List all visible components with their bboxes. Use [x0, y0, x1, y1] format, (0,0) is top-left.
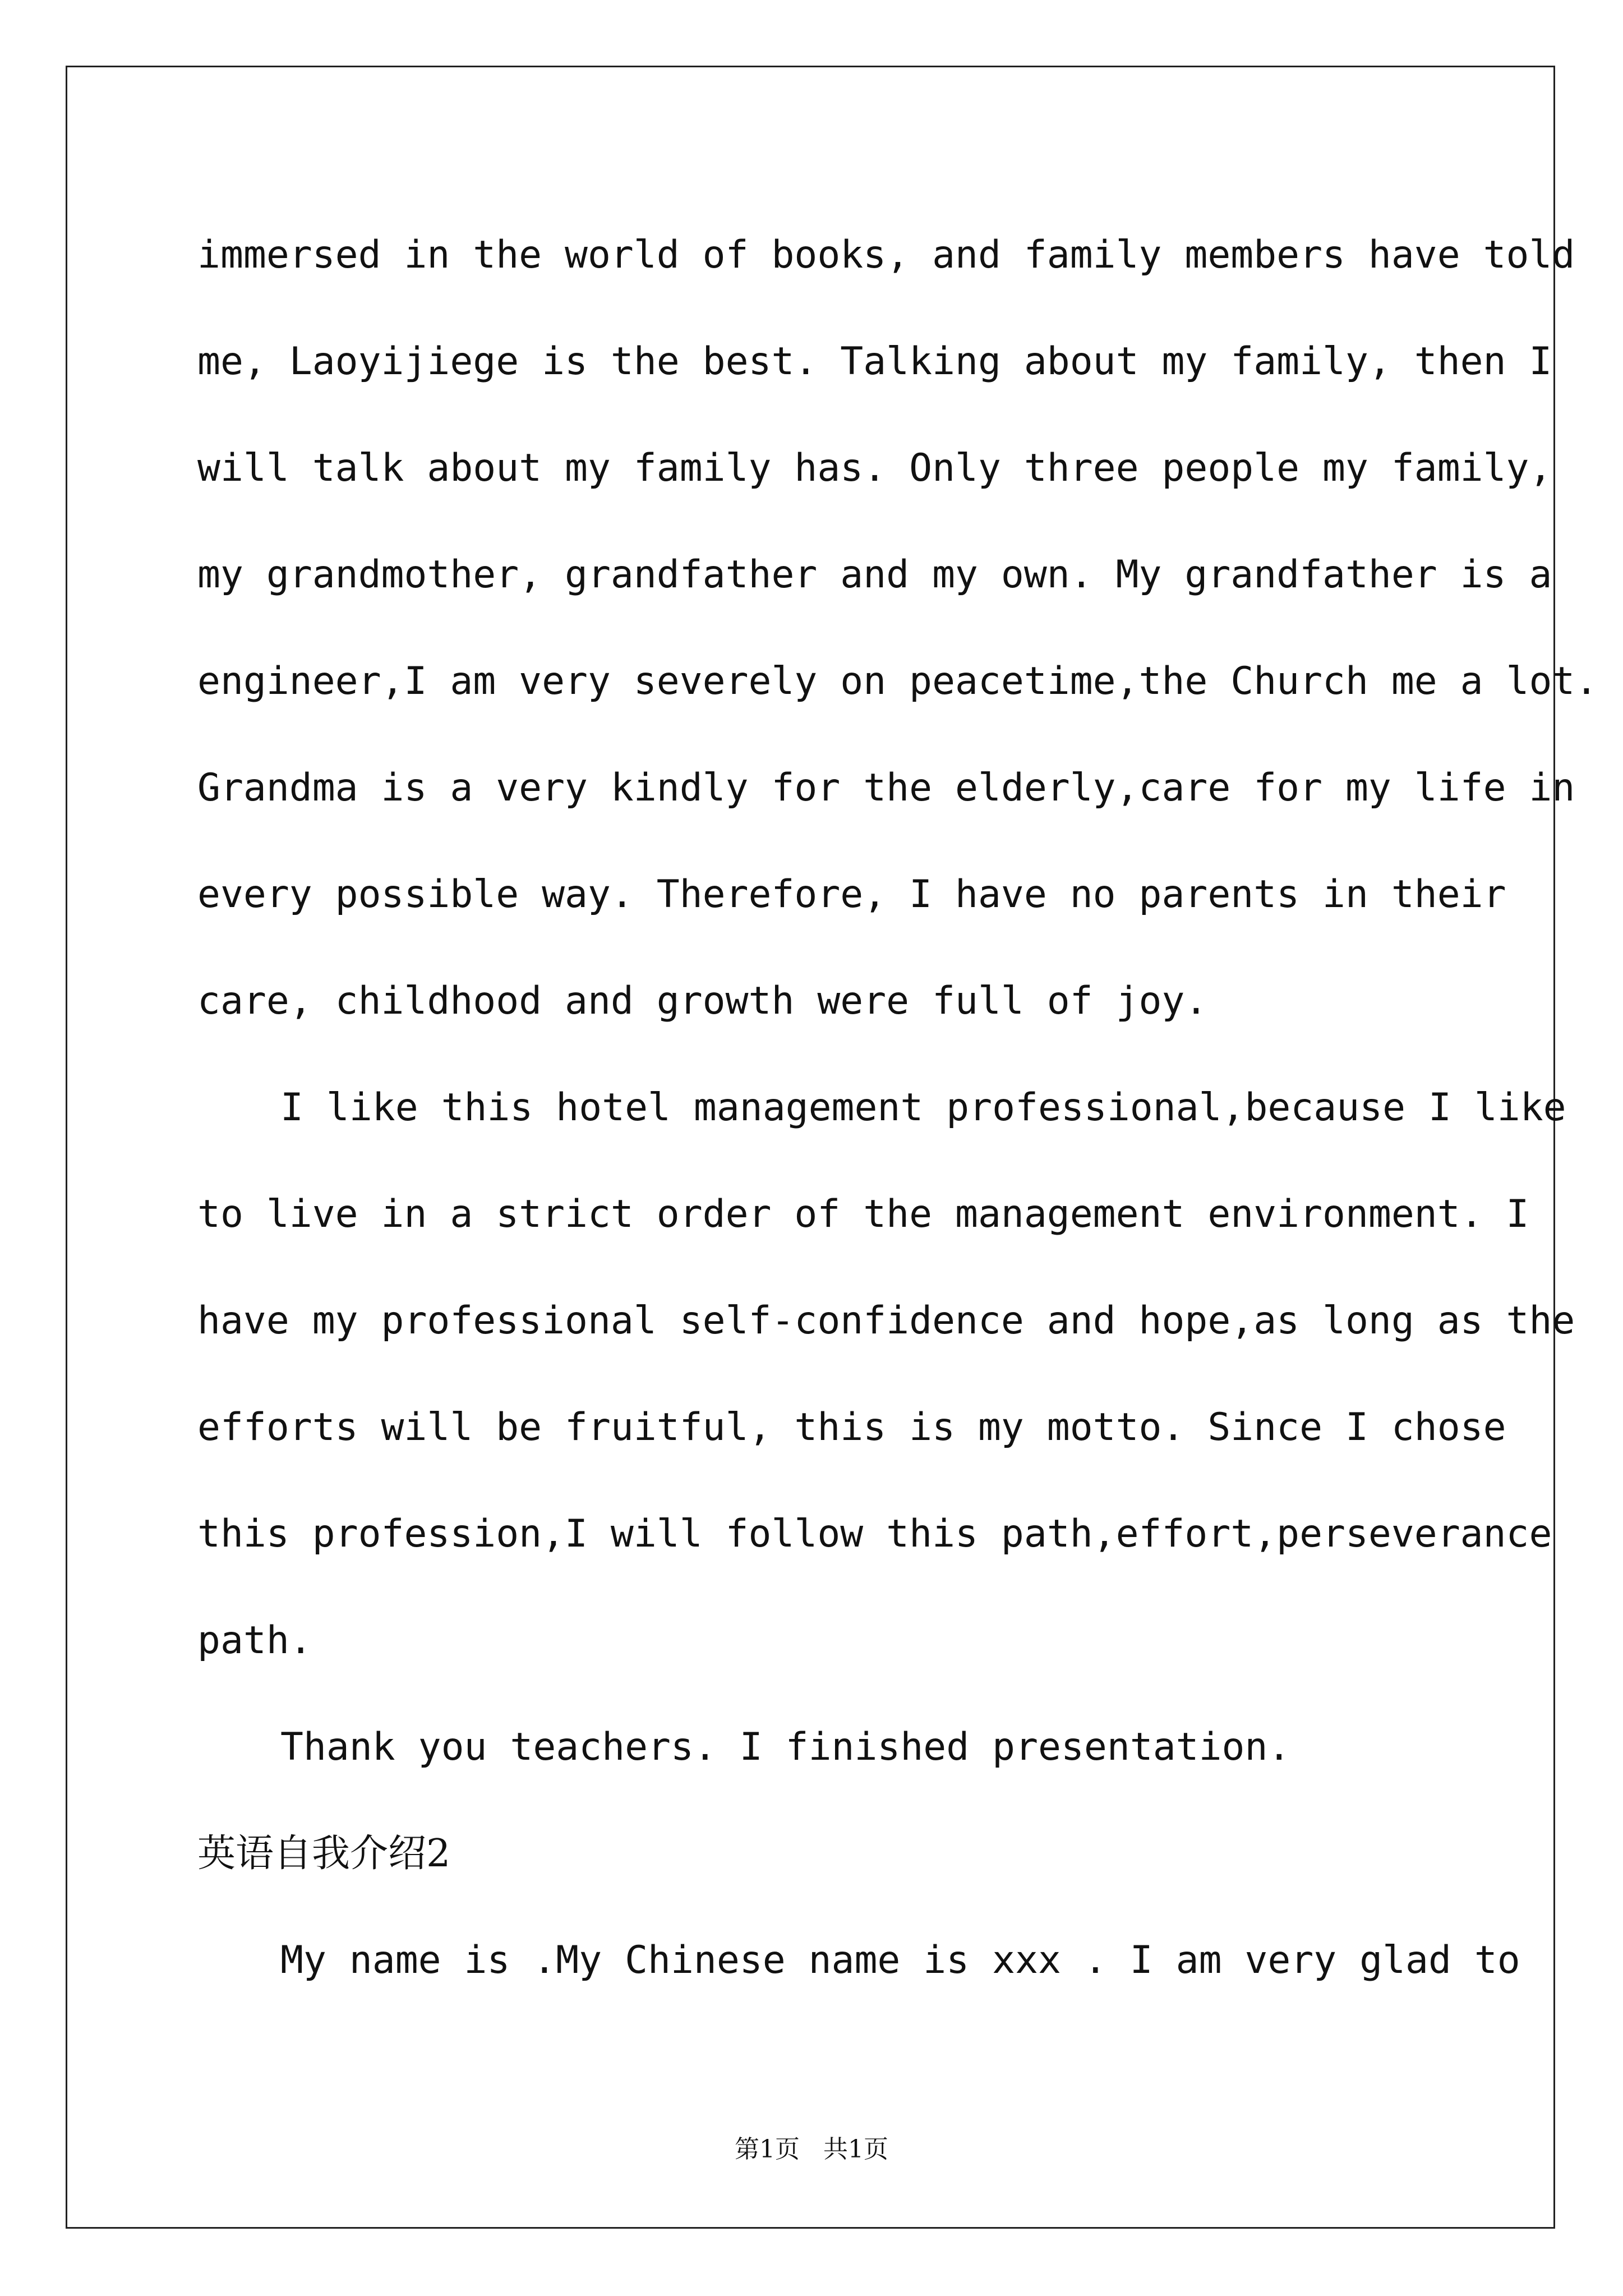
- text-line: to live in a strict order of the management environment. I: [197, 1192, 1529, 1236]
- text-line: me, Laoyijiege is the best. Talking about my family, then I: [197, 339, 1552, 384]
- text-line: care, childhood and growth were full of joy.: [197, 979, 1208, 1023]
- text-line: my grandmother, grandfather and my own. My grandfather is a: [197, 553, 1552, 597]
- text-line: My name is .My Chinese name is xxx . I am very glad to: [280, 1938, 1520, 1982]
- text-line: efforts will be fruitful, this is my motto. Since I chose: [197, 1405, 1506, 1450]
- text-line: immersed in the world of books, and family members have told: [197, 233, 1575, 277]
- document-body: [197, 224, 1598, 2036]
- text-line: I like this hotel management professional,because I like: [280, 1085, 1566, 1130]
- text-line: engineer,I am very severely on peacetime,the Church me a lot.: [197, 659, 1598, 703]
- text-line: every possible way. Therefore, I have no parents in their: [197, 872, 1506, 917]
- section-heading: 英语自我介绍2: [197, 1832, 451, 1876]
- text-line: this profession,I will follow this path,effort,perseverance: [197, 1512, 1552, 1556]
- text-line: Thank you teachers. I finished presentation.: [280, 1725, 1291, 1769]
- page-total: 共1页: [823, 2135, 888, 2164]
- text-line: will talk about my family has. Only three people my family,: [197, 446, 1552, 490]
- page-number: 第1页: [735, 2135, 800, 2164]
- page-footer: [0, 2129, 1623, 2165]
- text-line: Grandma is a very kindly for the elderly,care for my life in: [197, 766, 1575, 810]
- text-line: path.: [197, 1618, 312, 1663]
- text-line: have my professional self-confidence and hope,as long as the: [197, 1299, 1575, 1343]
